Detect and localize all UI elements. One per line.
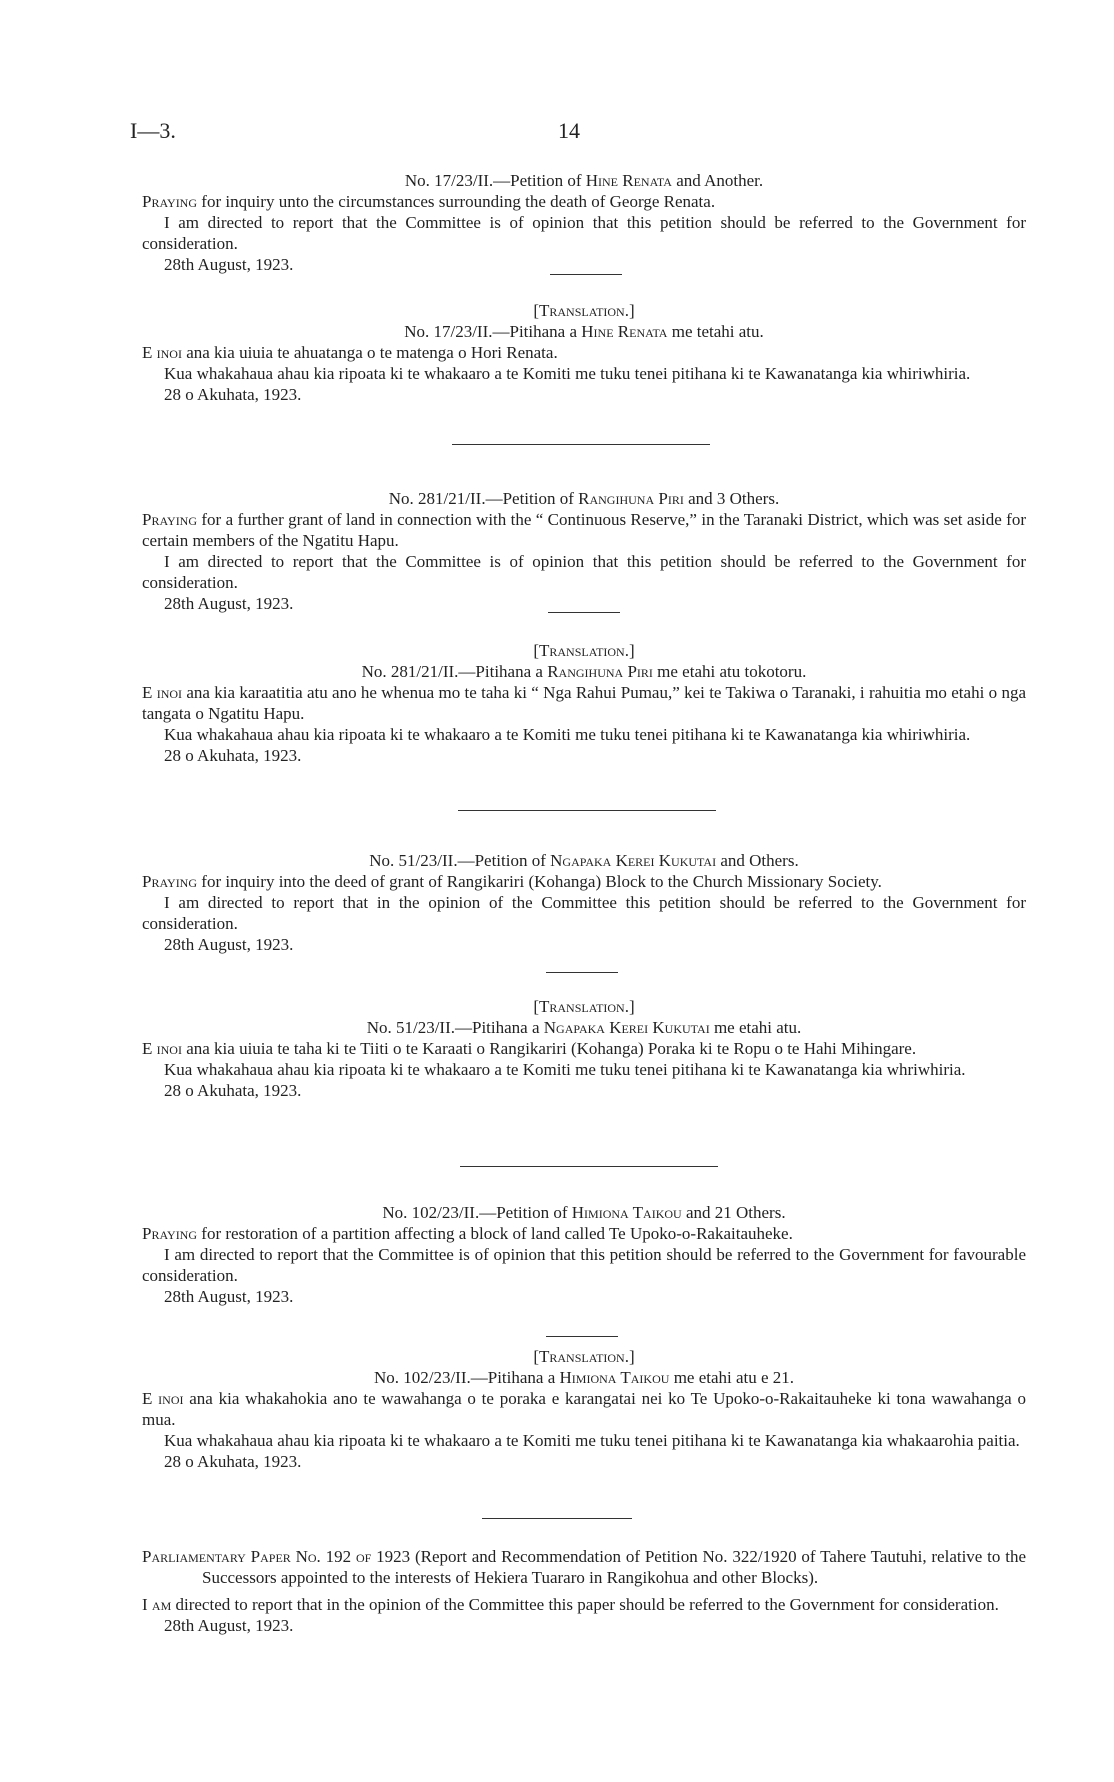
- translation-praying: E inoi ana kia whakahokia ano te wawahanga o te poraka e karangatai nei ko Te Upoko-o-Rakaitauheke ki tona wawahanga o mua.: [142, 1389, 1026, 1429]
- translation-date: 28 o Akuhata, 1923.: [164, 1452, 302, 1471]
- translation-title: No. 17/23/II.—Pitihana a Hine Renata me tetahi atu.: [404, 322, 764, 341]
- section-divider: [546, 972, 618, 973]
- parliamentary-paper-section: [142, 1546, 1026, 1636]
- report-paragraph: I am directed to report that the Committee is of opinion that this petition should be referred to the Government for favourable consideration.: [142, 1245, 1026, 1285]
- report-date: 28th August, 1923.: [164, 255, 294, 274]
- report-paragraph: I am directed to report that the Committee is of opinion that this petition should be referred to the Government for consideration.: [142, 552, 1026, 592]
- parliamentary-paper-heading: Parliamentary Paper No. 192 of 1923 (Report and Recommendation of Petition No. 322/1920 of Tahere Tautuhi, relative to the Successors appointed to the interests of Hekiera Tuararo in Rangikohua and other Blocks).: [142, 1547, 1027, 1587]
- report-paragraph: I am directed to report that the Committee is of opinion that this petition should be referred to the Government for consideration.: [142, 213, 1026, 253]
- report-date: 28th August, 1923.: [164, 935, 294, 954]
- translation-date: 28 o Akuhata, 1923.: [164, 1081, 302, 1100]
- translation-title: No. 102/23/II.—Pitihana a Himiona Taikou me etahi atu e 21.: [373, 1368, 795, 1387]
- translation-praying: E inoi ana kia uiuia te taha ki te Tiiti o te Karaati o Rangikariri (Kohanga) Poraka ki te Ropu o te Hahi Mihingare.: [142, 1039, 917, 1058]
- section-divider: [452, 444, 710, 445]
- translation-section-1: [142, 300, 1026, 405]
- translation-date: 28 o Akuhata, 1923.: [164, 385, 302, 404]
- petition-title: No. 102/23/II.—Petition of Himiona Taikou and 21 Others.: [382, 1203, 786, 1222]
- praying-paragraph: Praying for inquiry into the deed of grant of Rangikariri (Kohanga) Block to the Church Missionary Society.: [142, 872, 882, 891]
- petition-section-1: [142, 170, 1026, 275]
- translation-report: Kua whakahaua ahau kia ripoata ki te whakaaro a te Komiti me tuku tenei pitihana ki te Kawanatanga kia whiriwhiria.: [164, 725, 971, 744]
- petition-title: No. 51/23/II.—Petition of Ngapaka Kerei Kukutai and Others.: [369, 851, 799, 870]
- section-divider: [458, 810, 716, 811]
- parliamentary-date: 28th August, 1923.: [164, 1616, 294, 1635]
- report-date: 28th August, 1923.: [164, 594, 294, 613]
- translation-title: No. 51/23/II.—Pitihana a Ngapaka Kerei Kukutai me etahi atu.: [366, 1018, 802, 1037]
- report-paragraph: I am directed to report that in the opinion of the Committee this petition should be referred to the Government for consideration.: [142, 893, 1026, 933]
- paper-reference: I—3.: [130, 118, 176, 143]
- praying-paragraph: Praying for inquiry unto the circumstances surrounding the death of George Renata.: [142, 192, 716, 211]
- translation-report: Kua whakahaua ahau kia ripoata ki te whakaaro a te Komiti me tuku tenei pitihana ki te Kawanatanga kia whriwhiria.: [164, 1060, 966, 1079]
- praying-paragraph: Praying for a further grant of land in connection with the “ Continuous Reserve,” in the Taranaki District, which was set aside for certain members of the Ngatitu Hapu.: [142, 510, 1026, 550]
- translation-date: 28 o Akuhata, 1923.: [164, 746, 302, 765]
- translation-label: [Translation.]: [533, 301, 635, 320]
- section-divider: [460, 1166, 718, 1167]
- praying-paragraph: Praying for restoration of a partition affecting a block of land called Te Upoko-o-Rakaitauheke.: [142, 1224, 793, 1243]
- translation-label: [Translation.]: [533, 1347, 635, 1366]
- translation-report: Kua whakahaua ahau kia ripoata ki te whakaaro a te Komiti me tuku tenei pitihana ki te Kawanatanga kia whakaarohia paitia.: [164, 1431, 1020, 1450]
- report-date: 28th August, 1923.: [164, 1287, 294, 1306]
- translation-praying: E inoi ana kia karaatitia atu ano he whenua mo te taha ki “ Nga Rahui Pumau,” kei te Takiwa o Taranaki, i rahuitia mo etahi o nga tangata o Ngatitu Hapu.: [142, 683, 1026, 723]
- translation-report: Kua whakahaua ahau kia ripoata ki te whakaaro a te Komiti me tuku tenei pitihana ki te Kawanatanga kia whiriwhiria.: [164, 364, 971, 383]
- section-divider: [548, 612, 620, 613]
- petition-title: No. 17/23/II.—Petition of Hine Renata and Another.: [404, 171, 764, 190]
- page-number: 14: [558, 118, 580, 143]
- section-divider: [546, 1336, 618, 1337]
- petition-section-2: [142, 488, 1026, 614]
- translation-label: [Translation.]: [533, 641, 635, 660]
- translation-title: No. 281/21/II.—Pitihana a Rangihuna Piri me etahi atu tokotoru.: [361, 662, 807, 681]
- petition-section-4: [142, 1202, 1026, 1307]
- translation-section-2: [142, 640, 1026, 766]
- petition-section-3: [142, 850, 1026, 955]
- section-divider: [482, 1518, 632, 1519]
- translation-label: [Translation.]: [533, 997, 635, 1016]
- translation-section-4: [142, 1346, 1026, 1472]
- petition-title: No. 281/21/II.—Petition of Rangihuna Piri and 3 Others.: [388, 489, 780, 508]
- parliamentary-report: I am directed to report that in the opinion of the Committee this paper should be referred to the Government for consideration.: [142, 1595, 999, 1614]
- translation-section-3: [142, 996, 1026, 1101]
- section-divider: [550, 274, 622, 275]
- translation-praying: E inoi ana kia uiuia te ahuatanga o te matenga o Hori Renata.: [142, 343, 558, 362]
